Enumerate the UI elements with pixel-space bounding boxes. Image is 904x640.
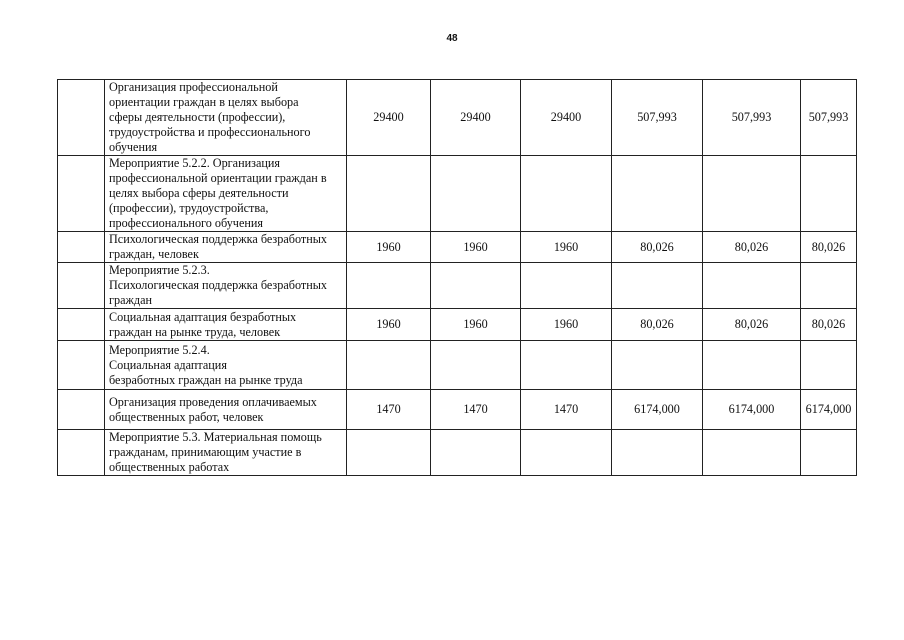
table-row <box>58 309 857 341</box>
index-cell <box>58 156 105 232</box>
value-cell: 6174,000 <box>801 390 857 430</box>
indicators-table <box>57 79 857 476</box>
value-cell: 1470 <box>431 390 521 430</box>
indicator-name-line: гражданам, принимающим участие в <box>109 445 302 459</box>
value-cell: 507,993 <box>801 80 857 156</box>
indicator-name-cell <box>105 341 347 390</box>
table-row <box>58 80 857 156</box>
value-cell <box>521 341 612 390</box>
indicator-name-line: граждан <box>109 293 153 307</box>
indicator-name-line: граждан на рынке труда, человек <box>109 324 281 339</box>
value-cell <box>703 263 801 309</box>
indicator-name-line: Мероприятие 5.2.4. <box>109 342 210 357</box>
indicator-name-line: трудоустройства и профессионального <box>109 125 311 139</box>
index-cell <box>58 263 105 309</box>
value-cell <box>801 156 857 232</box>
indicator-name-cell <box>105 430 347 476</box>
value-cell: 80,026 <box>703 309 801 341</box>
value-cell: 80,026 <box>801 309 857 341</box>
indicator-name-line: безработных граждан на рынке труда <box>109 372 303 387</box>
value-cell <box>801 430 857 476</box>
indicator-name-line: профессионального обучения <box>109 216 263 230</box>
value-cell <box>347 430 431 476</box>
table-row <box>58 390 857 430</box>
value-cell: 80,026 <box>612 232 703 263</box>
indicator-name-line: Психологическая поддержка безработных <box>109 278 328 292</box>
indicator-name-line: Социальная адаптация безработных <box>109 309 297 324</box>
value-cell <box>612 156 703 232</box>
value-cell: 507,993 <box>612 80 703 156</box>
indicator-name-line: Мероприятие 5.2.3. <box>109 263 210 277</box>
table-row <box>58 156 857 232</box>
indicator-name-line: Организация проведения оплачиваемых <box>109 394 317 409</box>
value-cell: 1960 <box>347 309 431 341</box>
value-cell <box>801 341 857 390</box>
indicator-name-line: общественных работ, человек <box>109 409 264 424</box>
indicator-name-cell <box>105 390 347 430</box>
table-row <box>58 232 857 263</box>
indicator-name-line: ориентации граждан в целях выбора <box>109 95 299 109</box>
value-cell: 1470 <box>521 390 612 430</box>
value-cell <box>521 430 612 476</box>
value-cell <box>347 263 431 309</box>
index-cell <box>58 232 105 263</box>
value-cell <box>431 156 521 232</box>
value-cell: 80,026 <box>612 309 703 341</box>
value-cell: 6174,000 <box>612 390 703 430</box>
indicator-name-cell <box>105 156 347 232</box>
table-row <box>58 263 857 309</box>
indicator-name-line: Психологическая поддержка безработных <box>109 232 328 246</box>
value-cell <box>612 430 703 476</box>
indicator-name-cell <box>105 309 347 341</box>
value-cell <box>612 341 703 390</box>
indicator-name-line: целях выбора сферы деятельности <box>109 186 289 200</box>
value-cell <box>347 341 431 390</box>
indicator-name-line: профессиональной ориентации граждан в <box>109 171 327 185</box>
indicator-name-cell <box>105 80 347 156</box>
value-cell: 1960 <box>347 232 431 263</box>
indicator-name-line: Организация профессиональной <box>109 80 278 94</box>
value-cell <box>521 156 612 232</box>
value-cell <box>703 156 801 232</box>
value-cell <box>703 430 801 476</box>
value-cell: 1960 <box>521 309 612 341</box>
value-cell: 80,026 <box>801 232 857 263</box>
value-cell: 29400 <box>347 80 431 156</box>
value-cell: 29400 <box>521 80 612 156</box>
value-cell: 1960 <box>521 232 612 263</box>
value-cell <box>521 263 612 309</box>
value-cell <box>431 430 521 476</box>
index-cell <box>58 80 105 156</box>
value-cell <box>347 156 431 232</box>
value-cell: 6174,000 <box>703 390 801 430</box>
indicator-name-line: (профессии), трудоустройства, <box>109 201 269 215</box>
index-cell <box>58 430 105 476</box>
value-cell <box>431 341 521 390</box>
indicator-name-line: Социальная адаптация <box>109 357 227 372</box>
indicator-name-line: Мероприятие 5.2.2. Организация <box>109 156 281 170</box>
value-cell <box>612 263 703 309</box>
index-cell <box>58 309 105 341</box>
value-cell <box>431 263 521 309</box>
value-cell: 1960 <box>431 232 521 263</box>
value-cell: 29400 <box>431 80 521 156</box>
indicator-name-cell <box>105 232 347 263</box>
value-cell <box>801 263 857 309</box>
value-cell: 80,026 <box>703 232 801 263</box>
table-row <box>58 341 857 390</box>
value-cell <box>703 341 801 390</box>
value-cell: 1960 <box>431 309 521 341</box>
table-row <box>58 430 857 476</box>
indicator-name-cell <box>105 263 347 309</box>
page-number: 48 <box>446 33 458 44</box>
index-cell <box>58 390 105 430</box>
indicator-name-line: граждан, человек <box>109 247 199 261</box>
indicator-name-line: общественных работах <box>109 460 230 474</box>
indicator-name-line: сферы деятельности (профессии), <box>109 110 286 124</box>
indicator-name-line: Мероприятие 5.3. Материальная помощь <box>109 430 322 444</box>
index-cell <box>58 341 105 390</box>
indicator-name-line: обучения <box>109 140 158 154</box>
value-cell: 1470 <box>347 390 431 430</box>
value-cell: 507,993 <box>703 80 801 156</box>
